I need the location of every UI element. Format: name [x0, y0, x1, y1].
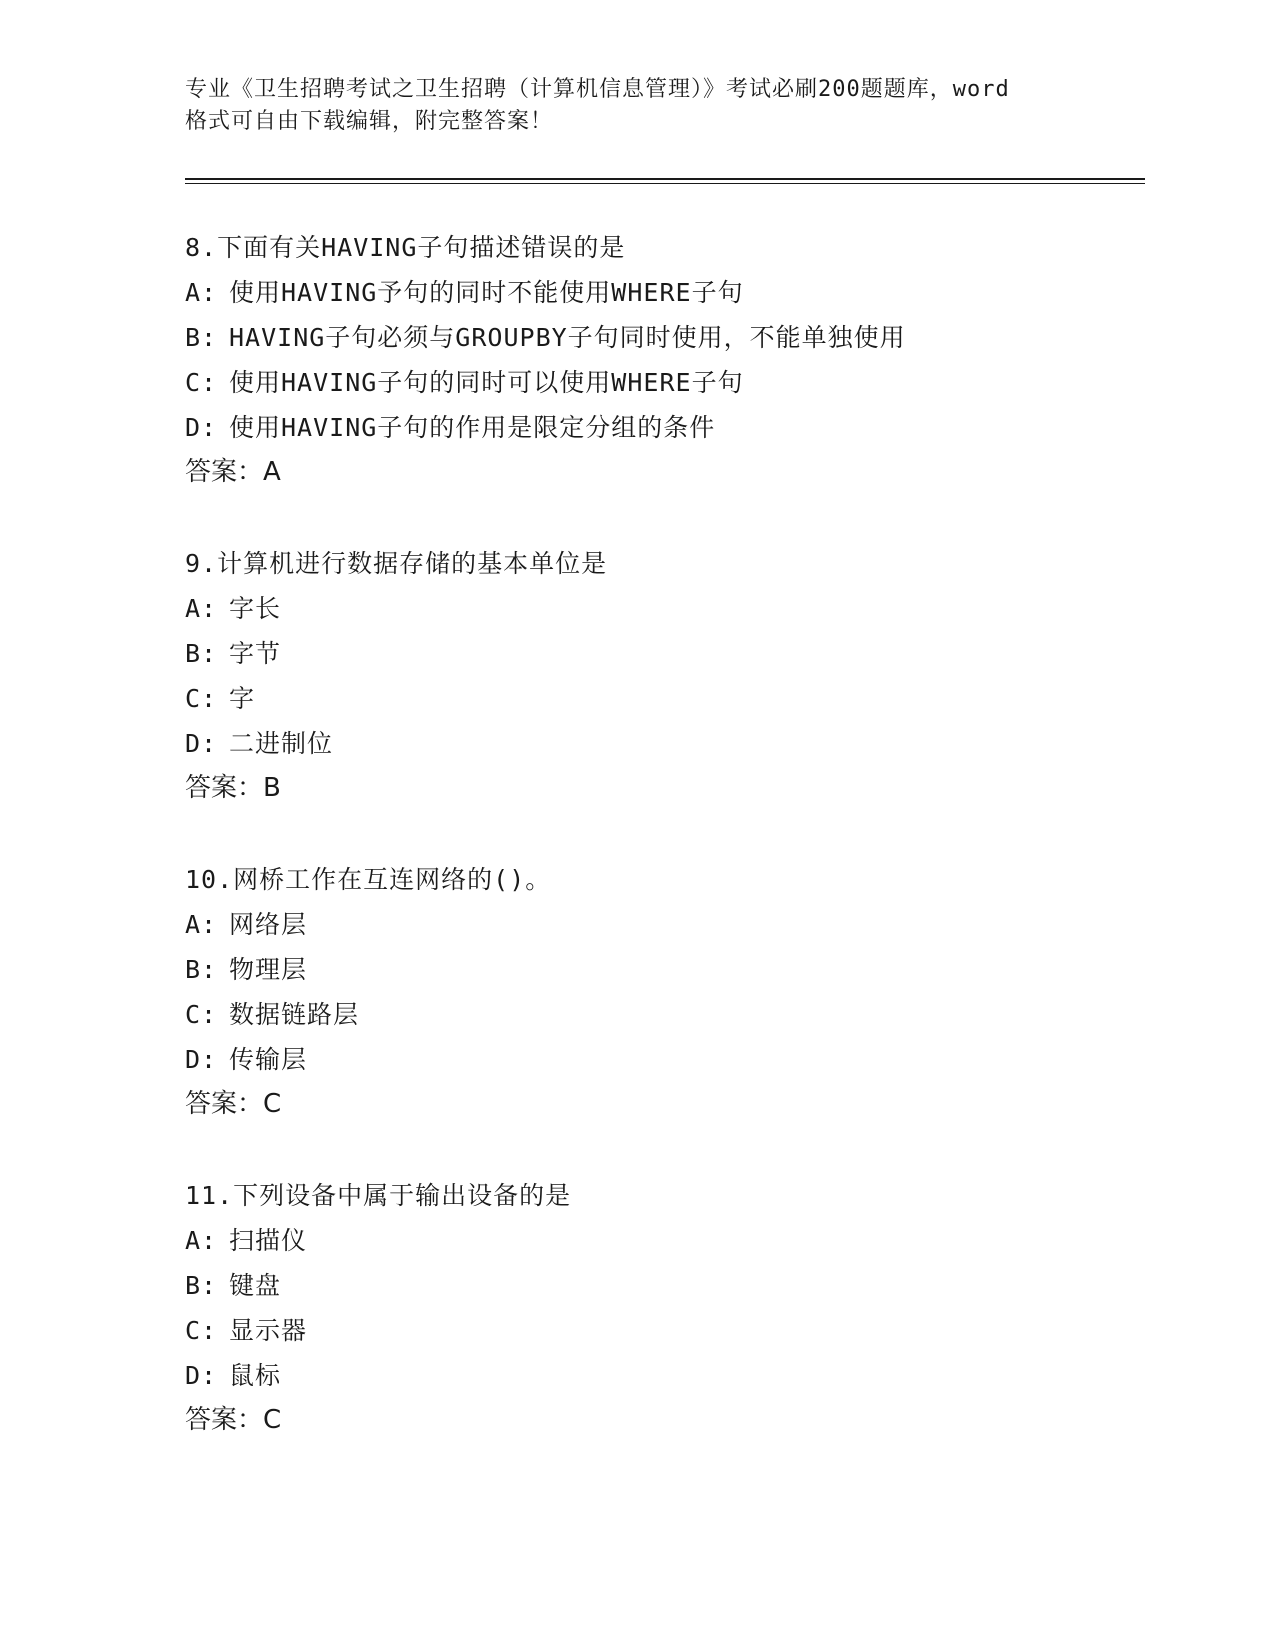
option-text: 网络层 [229, 910, 308, 939]
option-c [185, 1308, 1145, 1353]
option-text: 键盘 [229, 1271, 282, 1300]
option-text: 扫描仪 [229, 1226, 308, 1255]
question-block [185, 541, 1145, 811]
answer-line: 答案：C [185, 1089, 282, 1119]
option-d [185, 1353, 1145, 1398]
option-label: C: [185, 1000, 218, 1029]
option-text: 字节 [229, 639, 282, 668]
option-text: 二进制位 [229, 729, 334, 758]
option-label: B: [185, 323, 218, 352]
document-header [185, 74, 1085, 138]
question-title: 11.下列设备中属于输出设备的是 [185, 1181, 572, 1210]
option-b [185, 631, 1145, 676]
option-text: HAVING子句必须与GROUPBY子句同时使用，不能单独使用 [229, 323, 906, 352]
option-label: D: [185, 413, 218, 442]
option-a [185, 586, 1145, 631]
option-text: 字长 [229, 594, 282, 623]
option-label: C: [185, 684, 218, 713]
option-c [185, 360, 1145, 405]
option-text: 使用HAVING子句的作用是限定分组的条件 [229, 413, 716, 442]
question-block [185, 225, 1145, 495]
option-label: B: [185, 955, 218, 984]
option-c [185, 992, 1145, 1037]
option-label: D: [185, 729, 218, 758]
option-a [185, 270, 1145, 315]
header-line-2: 格式可自由下载编辑，附完整答案！ [185, 109, 554, 134]
option-d [185, 721, 1145, 766]
option-label: A: [185, 278, 218, 307]
option-b [185, 1263, 1145, 1308]
option-d [185, 1037, 1145, 1082]
option-a [185, 902, 1145, 947]
question-block [185, 857, 1145, 1127]
header-line-1: 专业《卫生招聘考试之卫生招聘（计算机信息管理）》考试必刷200题题库，word [185, 77, 1010, 102]
answer-line: 答案：C [185, 1405, 282, 1435]
option-label: D: [185, 1361, 218, 1390]
question-block [185, 1173, 1145, 1443]
answer-line: 答案：B [185, 773, 281, 803]
option-label: D: [185, 1045, 218, 1074]
question-title: 8.下面有关HAVING子句描述错误的是 [185, 233, 626, 262]
answer-line: 答案：A [185, 457, 281, 487]
option-label: A: [185, 910, 218, 939]
option-a [185, 1218, 1145, 1263]
question-title: 10.网桥工作在互连网络的()。 [185, 865, 552, 894]
option-label: B: [185, 1271, 218, 1300]
option-text: 使用HAVING子句的同时可以使用WHERE子句 [229, 368, 744, 397]
option-b [185, 315, 1145, 360]
header-divider-thin [185, 183, 1145, 184]
option-text: 鼠标 [229, 1361, 282, 1390]
header-divider [185, 178, 1145, 184]
option-label: C: [185, 368, 218, 397]
option-label: A: [185, 1226, 218, 1255]
option-text: 字 [229, 684, 256, 713]
option-label: C: [185, 1316, 218, 1345]
header-divider-thick [185, 178, 1145, 180]
option-text: 数据链路层 [229, 1000, 360, 1029]
option-label: B: [185, 639, 218, 668]
option-d [185, 405, 1145, 450]
option-b [185, 947, 1145, 992]
question-title: 9.计算机进行数据存储的基本单位是 [185, 549, 608, 578]
option-text: 物理层 [229, 955, 308, 984]
option-text: 显示器 [229, 1316, 308, 1345]
option-label: A: [185, 594, 218, 623]
option-text: 传输层 [229, 1045, 308, 1074]
option-text: 使用HAVING予句的同时不能使用WHERE子句 [229, 278, 744, 307]
option-c [185, 676, 1145, 721]
